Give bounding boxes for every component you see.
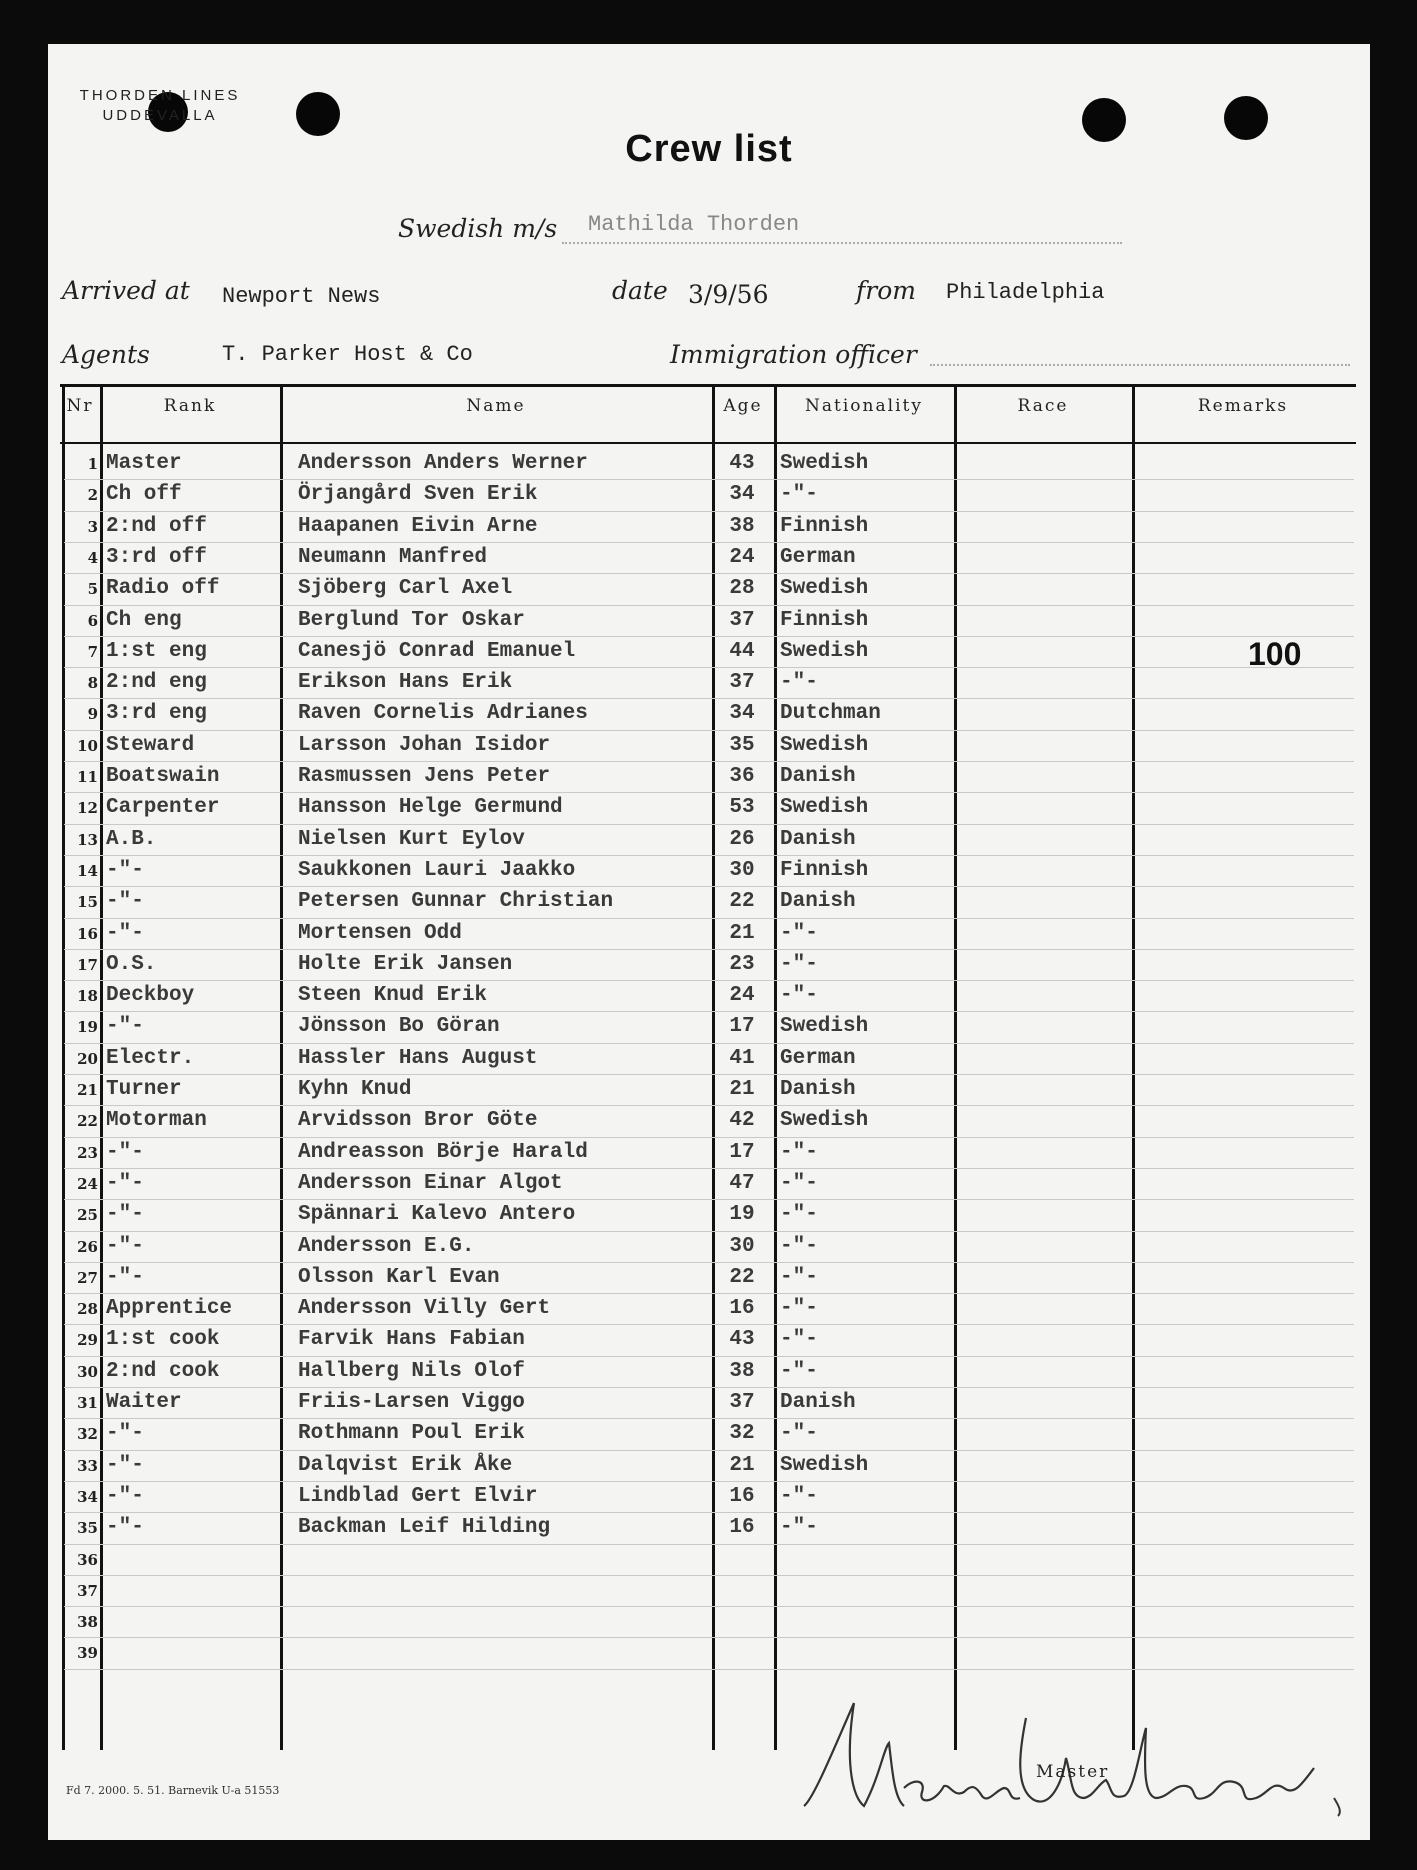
vessel-name: Mathilda Thorden — [588, 212, 800, 237]
row-rule — [64, 1168, 1354, 1169]
company-city: UDDEVALLA — [102, 107, 218, 124]
name-cell: Olsson Karl Evan — [298, 1265, 500, 1289]
row-number: 8 — [87, 674, 98, 693]
row-rule — [64, 1137, 1354, 1138]
name-cell: Neumann Manfred — [298, 545, 488, 569]
table-header-rule — [60, 442, 1356, 444]
name-cell: Andersson E.G. — [298, 1234, 475, 1258]
rank-cell: Ch off — [106, 483, 182, 507]
row-number: 7 — [87, 642, 98, 661]
rank-cell: Master — [106, 452, 182, 475]
nationality-cell: Swedish — [780, 733, 869, 757]
rank-cell: -"- — [106, 1015, 144, 1039]
row-number: 39 — [77, 1644, 98, 1663]
master-signature — [794, 1688, 1354, 1818]
row-number: 30 — [77, 1362, 98, 1381]
row-rule — [64, 792, 1354, 793]
rank-cell: Ch eng — [106, 608, 182, 632]
rank-cell: 2:nd cook — [106, 1359, 220, 1383]
name-cell: Nielsen Kurt Eylov — [298, 827, 525, 851]
age-cell: 22 — [729, 1265, 755, 1289]
age-cell: 47 — [729, 1171, 755, 1195]
name-cell: Jönsson Bo Göran — [298, 1015, 500, 1039]
nationality-cell: -"- — [780, 1265, 818, 1289]
age-cell: 43 — [729, 452, 755, 475]
row-number: 27 — [77, 1268, 98, 1287]
rank-cell: Carpenter — [106, 796, 220, 820]
nationality-cell: Finnish — [780, 608, 869, 632]
nationality-cell: Finnish — [780, 858, 869, 882]
row-number: 37 — [77, 1581, 98, 1600]
vessel-line — [562, 242, 1122, 244]
row-number: 25 — [77, 1206, 98, 1225]
row-rule — [64, 1575, 1354, 1576]
row-number: 21 — [77, 1081, 98, 1099]
row-rule — [64, 824, 1354, 825]
column-rule — [954, 386, 957, 1750]
row-number: 36 — [77, 1550, 98, 1569]
nationality-cell: -"- — [780, 1297, 818, 1321]
name-cell: Andreasson Börje Harald — [298, 1140, 588, 1164]
rank-cell: -"- — [106, 1140, 144, 1164]
table-top-rule — [60, 384, 1356, 387]
col-header-race: Race — [1017, 396, 1069, 416]
nationality-cell: Swedish — [780, 1453, 869, 1477]
row-rule — [64, 1450, 1354, 1451]
age-cell: 23 — [729, 952, 755, 976]
col-header-rank: Rank — [163, 396, 217, 416]
age-cell: 44 — [729, 639, 755, 663]
row-rule — [64, 1074, 1354, 1075]
name-cell: Lindblad Gert Elvir — [298, 1484, 538, 1508]
rank-cell: 2:nd off — [106, 514, 207, 538]
nationality-cell: Danish — [780, 827, 856, 851]
row-number: 4 — [87, 548, 98, 567]
name-cell: Erikson Hans Erik — [298, 671, 513, 695]
row-number: 1 — [87, 455, 98, 473]
name-cell: Hassler Hans August — [298, 1046, 538, 1070]
nationality-cell: -"- — [780, 921, 818, 945]
row-rule — [64, 761, 1354, 762]
nationality-cell: -"- — [780, 671, 818, 695]
name-cell: Sjöberg Carl Axel — [298, 577, 513, 601]
nationality-cell: -"- — [780, 1422, 818, 1446]
name-cell: Hallberg Nils Olof — [298, 1359, 525, 1383]
name-cell: Raven Cornelis Adrianes — [298, 702, 588, 726]
column-rule — [280, 386, 283, 1750]
row-rule — [64, 605, 1354, 606]
name-cell: Arvidsson Bror Göte — [298, 1109, 538, 1133]
name-cell: Spännari Kalevo Antero — [298, 1203, 576, 1227]
row-number: 34 — [77, 1487, 98, 1506]
arrival-date: 3/9/56 — [688, 280, 769, 309]
row-rule — [64, 1262, 1354, 1263]
row-rule — [64, 1043, 1354, 1044]
rank-cell: A.B. — [106, 827, 157, 851]
rank-cell: -"- — [106, 1422, 144, 1446]
nationality-cell: -"- — [780, 1171, 818, 1195]
nationality-cell: Swedish — [780, 452, 869, 475]
nationality-cell: -"- — [780, 1328, 818, 1352]
agents-name: T. Parker Host & Co — [222, 342, 473, 367]
row-rule — [64, 1418, 1354, 1419]
nationality-cell: -"- — [780, 1359, 818, 1383]
nationality-cell: Danish — [780, 890, 856, 914]
arrived-port: Newport News — [222, 284, 381, 309]
row-rule — [64, 1544, 1354, 1545]
nationality-cell: -"- — [780, 952, 818, 976]
rank-cell: -"- — [106, 1453, 144, 1477]
name-cell: Andersson Villy Gert — [298, 1297, 551, 1321]
rank-cell: -"- — [106, 1234, 144, 1258]
name-cell: Andersson Anders Werner — [298, 452, 588, 475]
nationality-cell: -"- — [780, 1234, 818, 1258]
nationality-cell: Swedish — [780, 577, 869, 601]
rank-cell: 1:st cook — [106, 1328, 220, 1352]
nationality-cell: -"- — [780, 1516, 818, 1540]
row-rule — [64, 1231, 1354, 1232]
name-cell: Larsson Johan Isidor — [298, 733, 551, 757]
age-cell: 17 — [729, 1140, 755, 1164]
name-cell: Andersson Einar Algot — [298, 1171, 563, 1195]
nationality-cell: German — [780, 545, 856, 569]
age-cell: 38 — [729, 514, 755, 538]
rank-cell: Apprentice — [106, 1297, 233, 1321]
row-number: 12 — [77, 799, 98, 818]
row-number: 15 — [77, 893, 98, 912]
age-cell: 30 — [729, 1234, 755, 1258]
row-number: 11 — [77, 768, 98, 786]
row-number: 22 — [77, 1112, 98, 1131]
row-number: 31 — [77, 1394, 98, 1412]
nationality-cell: -"- — [780, 1203, 818, 1227]
age-cell: 21 — [729, 1078, 755, 1101]
rank-cell: Motorman — [106, 1109, 207, 1133]
row-number: 33 — [77, 1456, 98, 1475]
row-number: 16 — [77, 924, 98, 943]
rank-cell: -"- — [106, 1265, 144, 1289]
nationality-cell: German — [780, 1046, 856, 1070]
row-rule — [64, 1105, 1354, 1106]
name-cell: Haapanen Eivin Arne — [298, 514, 538, 538]
row-number: 19 — [77, 1018, 98, 1037]
nationality-cell: Swedish — [780, 796, 869, 820]
rank-cell: 2:nd eng — [106, 671, 207, 695]
column-rule — [1132, 386, 1135, 1750]
age-cell: 28 — [729, 577, 755, 601]
age-cell: 16 — [729, 1516, 755, 1540]
master-label: Master — [1036, 1762, 1110, 1782]
row-number: 18 — [77, 987, 98, 1006]
row-rule — [64, 1011, 1354, 1012]
rank-cell: Waiter — [106, 1391, 182, 1414]
col-header-remarks: Remarks — [1197, 396, 1289, 416]
rank-cell: -"- — [106, 1171, 144, 1195]
nationality-cell: -"- — [780, 1140, 818, 1164]
from-label: from — [856, 276, 916, 305]
age-cell: 19 — [729, 1203, 755, 1227]
nationality-cell: Danish — [780, 1078, 856, 1101]
name-cell: Petersen Gunnar Christian — [298, 890, 614, 914]
officer-line — [930, 364, 1350, 366]
rank-cell: -"- — [106, 1203, 144, 1227]
name-cell: Holte Erik Jansen — [298, 952, 513, 976]
row-rule — [64, 886, 1354, 887]
nationality-cell: -"- — [780, 483, 818, 507]
row-number: 38 — [77, 1613, 98, 1632]
row-number: 9 — [87, 705, 98, 724]
age-cell: 21 — [729, 1453, 755, 1477]
col-header-nr: Nr — [66, 396, 94, 416]
row-rule — [64, 573, 1354, 574]
row-number: 14 — [77, 861, 98, 880]
age-cell: 21 — [729, 921, 755, 945]
nationality-cell: Swedish — [780, 1015, 869, 1039]
age-cell: 30 — [729, 858, 755, 882]
vessel-label: Swedish m/s — [398, 214, 558, 243]
rank-cell: 3:rd off — [106, 545, 207, 569]
column-rule — [100, 386, 103, 1750]
name-cell: Rothmann Poul Erik — [298, 1422, 525, 1446]
rank-cell: -"- — [106, 1516, 144, 1540]
row-rule — [64, 1481, 1354, 1482]
nationality-cell: Danish — [780, 1391, 856, 1414]
nationality-cell: Swedish — [780, 639, 869, 663]
name-cell: Backman Leif Hilding — [298, 1516, 551, 1540]
row-rule — [64, 1512, 1354, 1513]
row-rule — [64, 1606, 1354, 1607]
name-cell: Friis-Larsen Viggo — [298, 1391, 525, 1414]
age-cell: 34 — [729, 702, 755, 726]
age-cell: 36 — [729, 765, 755, 788]
row-rule — [64, 1199, 1354, 1200]
age-cell: 16 — [729, 1484, 755, 1508]
age-cell: 43 — [729, 1328, 755, 1352]
age-cell: 53 — [729, 796, 755, 820]
column-rule — [774, 386, 777, 1750]
row-number: 13 — [77, 830, 98, 849]
row-number: 35 — [77, 1519, 98, 1538]
row-number: 20 — [77, 1049, 98, 1068]
name-cell: Mortensen Odd — [298, 921, 462, 945]
age-cell: 16 — [729, 1297, 755, 1321]
age-cell: 37 — [729, 1391, 755, 1414]
rank-cell: -"- — [106, 858, 144, 882]
immigration-officer-label: Immigration officer — [670, 340, 917, 369]
name-cell: Berglund Tor Oskar — [298, 608, 525, 632]
age-cell: 26 — [729, 827, 755, 851]
col-header-name: Name — [466, 396, 526, 416]
age-cell: 35 — [729, 733, 755, 757]
company-logo — [60, 86, 260, 126]
rank-cell: -"- — [106, 1484, 144, 1508]
row-rule — [64, 980, 1354, 981]
nationality-cell: Danish — [780, 765, 856, 788]
rank-cell: -"- — [106, 921, 144, 945]
date-label: date — [612, 276, 668, 305]
rank-cell: Radio off — [106, 577, 220, 601]
name-cell: Canesjö Conrad Emanuel — [298, 639, 576, 663]
rank-cell: O.S. — [106, 952, 157, 976]
nationality-cell: -"- — [780, 984, 818, 1008]
age-cell: 37 — [729, 608, 755, 632]
age-cell: 38 — [729, 1359, 755, 1383]
row-rule — [64, 511, 1354, 512]
row-number: 2 — [87, 486, 98, 505]
nationality-cell: -"- — [780, 1484, 818, 1508]
col-header-age: Age — [723, 396, 763, 416]
name-cell: Saukkonen Lauri Jaakko — [298, 858, 576, 882]
nationality-cell: Swedish — [780, 1109, 869, 1133]
row-rule — [64, 542, 1354, 543]
row-rule — [64, 1387, 1354, 1388]
row-number: 3 — [87, 517, 98, 536]
row-rule — [64, 1356, 1354, 1357]
row-number: 17 — [77, 955, 98, 974]
rank-cell: Boatswain — [106, 765, 220, 788]
row-number: 10 — [77, 736, 98, 755]
row-rule — [64, 698, 1354, 699]
name-cell: Farvik Hans Fabian — [298, 1328, 525, 1352]
row-rule — [64, 855, 1354, 856]
age-cell: 37 — [729, 671, 755, 695]
row-rule — [64, 1637, 1354, 1638]
row-number: 32 — [77, 1425, 98, 1444]
row-number: 29 — [77, 1331, 98, 1350]
nationality-cell: Finnish — [780, 514, 869, 538]
rank-cell: -"- — [106, 890, 144, 914]
row-number: 28 — [77, 1300, 98, 1319]
form-print-code: Fd 7. 2000. 5. 51. Barnevik U-a 51553 — [66, 1784, 280, 1797]
row-rule — [64, 636, 1354, 637]
rank-cell: Turner — [106, 1078, 182, 1101]
row-rule — [64, 1324, 1354, 1325]
crew-list-form — [48, 44, 1370, 1840]
name-cell: Rasmussen Jens Peter — [298, 765, 551, 788]
row-number: 24 — [77, 1174, 98, 1193]
age-cell: 41 — [729, 1046, 755, 1070]
nationality-cell: Dutchman — [780, 702, 881, 726]
rank-cell: Deckboy — [106, 984, 195, 1008]
age-cell: 42 — [729, 1109, 755, 1133]
col-header-nationality: Nationality — [805, 396, 923, 416]
name-cell: Steen Knud Erik — [298, 984, 488, 1008]
name-cell: Kyhn Knud — [298, 1078, 412, 1101]
rank-cell: 1:st eng — [106, 639, 207, 663]
rank-cell: 3:rd eng — [106, 702, 207, 726]
rank-cell: Steward — [106, 733, 195, 757]
row-number: 23 — [77, 1143, 98, 1162]
age-cell: 17 — [729, 1015, 755, 1039]
name-cell: Örjangård Sven Erik — [298, 483, 538, 507]
name-cell: Dalqvist Erik Åke — [298, 1453, 513, 1477]
row-number: 5 — [87, 580, 98, 599]
row-rule — [64, 949, 1354, 950]
age-cell: 24 — [729, 545, 755, 569]
age-cell: 22 — [729, 890, 755, 914]
age-cell: 34 — [729, 483, 755, 507]
company-name: THORDEN LINES — [79, 87, 241, 104]
row-number: 26 — [77, 1237, 98, 1256]
row-rule — [64, 1293, 1354, 1294]
row-number: 6 — [87, 611, 98, 630]
from-port: Philadelphia — [946, 280, 1105, 305]
remark-total: 100 — [1248, 636, 1302, 672]
row-rule — [64, 479, 1354, 480]
row-rule — [64, 1669, 1354, 1670]
rank-cell: Electr. — [106, 1046, 195, 1070]
age-cell: 24 — [729, 984, 755, 1008]
arrived-label: Arrived at — [62, 276, 190, 305]
page-title: Crew list — [625, 128, 793, 170]
row-rule — [64, 730, 1354, 731]
row-rule — [64, 918, 1354, 919]
row-rule — [64, 667, 1354, 668]
agents-label: Agents — [62, 340, 150, 369]
name-cell: Hansson Helge Germund — [298, 796, 563, 820]
age-cell: 32 — [729, 1422, 755, 1446]
